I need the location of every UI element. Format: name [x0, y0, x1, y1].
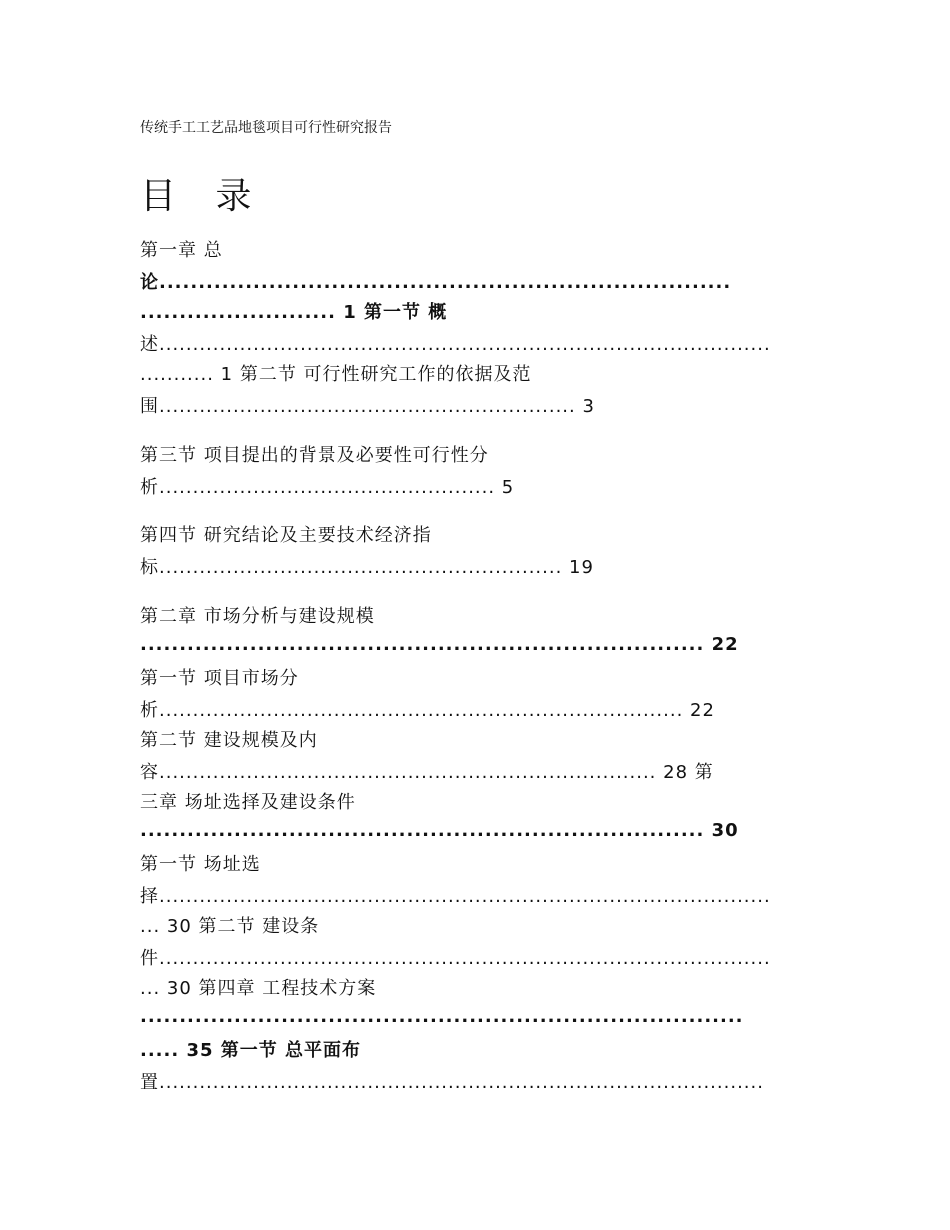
toc-line: 围.............................................................. 3	[140, 396, 595, 417]
toc-line: 第一章 总	[140, 240, 223, 261]
toc-line: 三章 场址选择及建设条件	[140, 792, 356, 813]
toc-line: 第二章 市场分析与建设规模	[140, 606, 375, 627]
toc-line: 件...........................................................................................	[140, 948, 771, 969]
toc-line: ........................................................................ 30	[140, 820, 739, 841]
toc-line: 标............................................................ 19	[140, 557, 594, 578]
toc-line: 容.......................................................................... 28 第	[140, 762, 714, 783]
toc-line: 择...........................................................................................	[140, 886, 771, 907]
toc-line: ........................................................................ 22	[140, 634, 739, 655]
toc-line: .............................................................................	[140, 1006, 744, 1027]
toc-line: 析.............................................................................. 22	[140, 700, 715, 721]
toc-line: 第一节 项目市场分	[140, 668, 299, 689]
toc-line: ......................... 1 第一节 概	[140, 302, 448, 323]
toc-line: 析.................................................. 5	[140, 477, 515, 498]
toc-line: ..... 35 第一节 总平面布	[140, 1040, 362, 1061]
toc-line: 第四节 研究结论及主要技术经济指	[140, 525, 432, 546]
toc-line: 论.........................................................................	[140, 272, 732, 293]
toc-line: ... 30 第四章 工程技术方案	[140, 978, 377, 999]
toc-line: ........... 1 第二节 可行性研究工作的依据及范	[140, 364, 532, 385]
page-title: 目 录	[140, 176, 266, 217]
toc-line: 置..........................................................................................	[140, 1072, 764, 1093]
toc-line: 第三节 项目提出的背景及必要性可行性分	[140, 445, 489, 466]
toc-line: 第一节 场址选	[140, 854, 261, 875]
toc-line: 述...........................................................................................	[140, 334, 771, 355]
toc-line: ... 30 第二节 建设条	[140, 916, 320, 937]
document-header: 传统手工工艺品地毯项目可行性研究报告	[140, 120, 392, 136]
toc-line: 第二节 建设规模及内	[140, 730, 318, 751]
